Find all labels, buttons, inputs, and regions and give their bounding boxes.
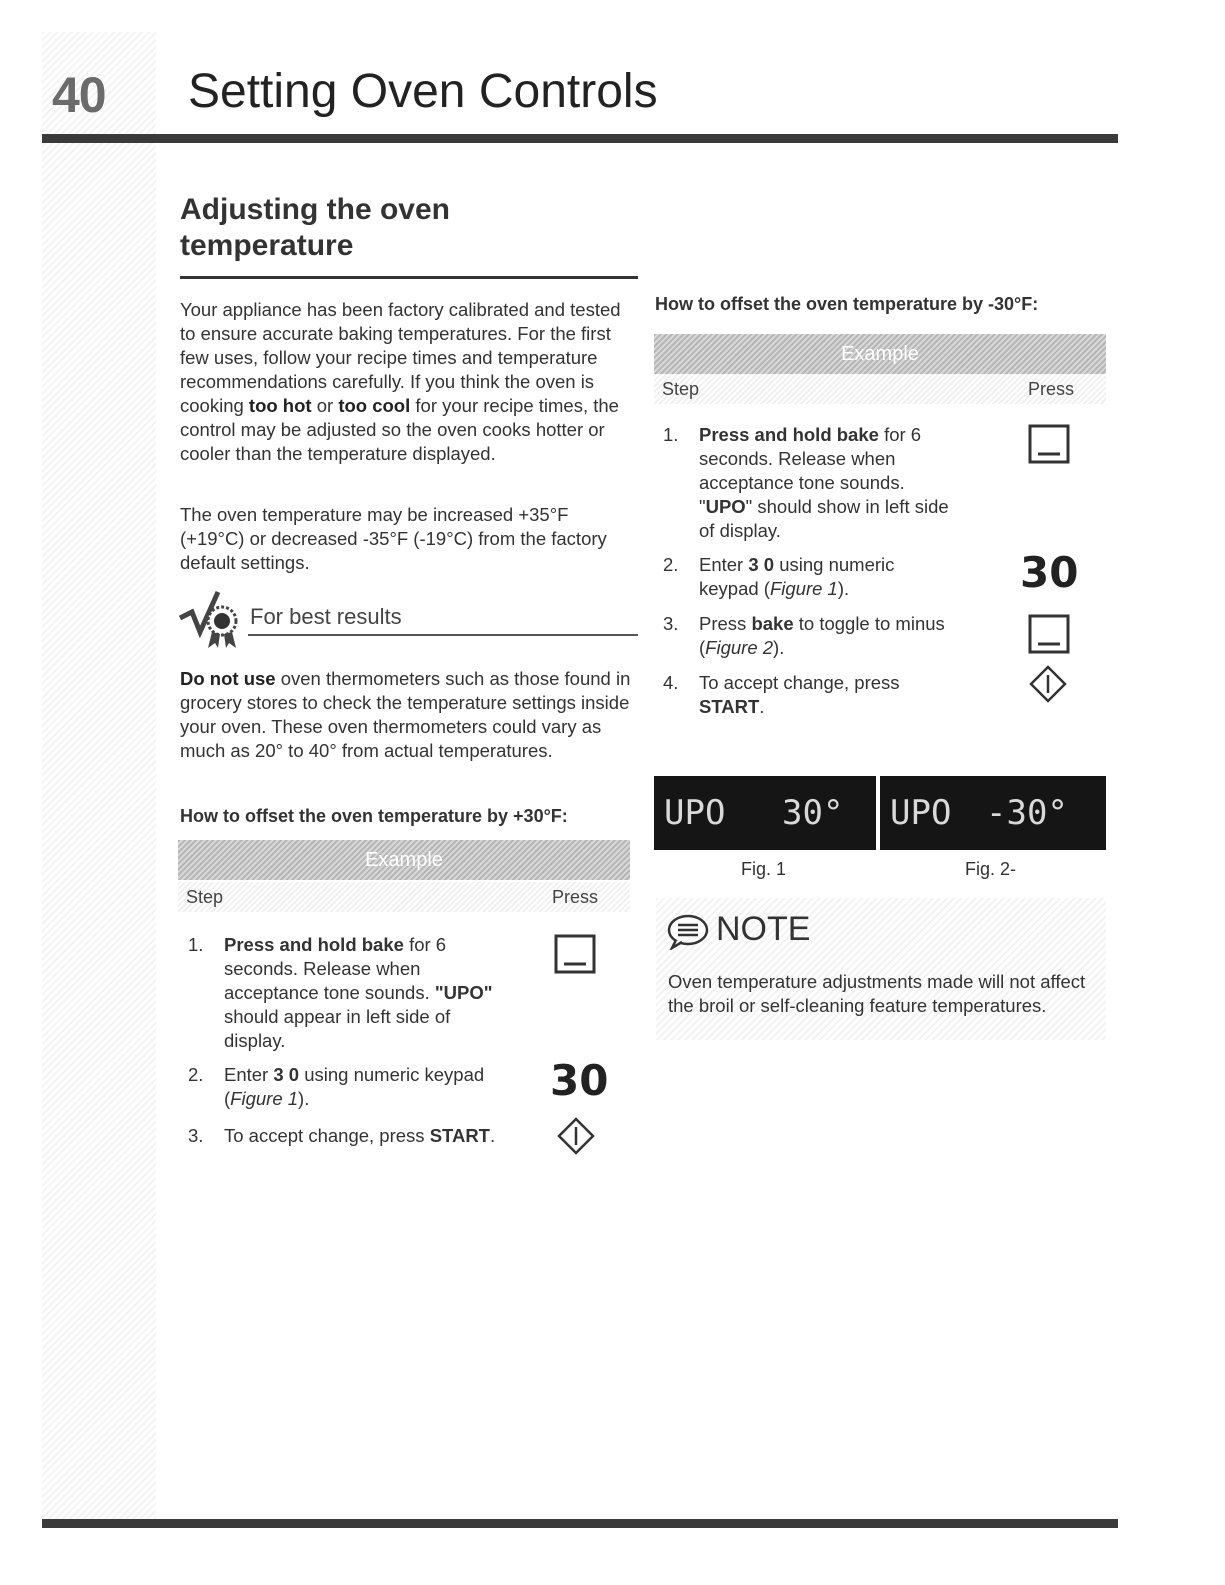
display-left-text: UPO <box>890 793 952 833</box>
intro-bold-too-hot: too hot <box>248 395 312 416</box>
step-text-line: acceptance tone sounds. <box>699 472 905 493</box>
step-bold: START <box>699 696 760 717</box>
step-bold: 3 0 <box>748 554 775 575</box>
footer-rule <box>42 1519 1118 1528</box>
figure-caption-2: Fig. 2- <box>965 859 1017 879</box>
step-text-line: display. <box>224 1030 286 1051</box>
plus30-step-header <box>178 882 630 912</box>
step-text-paren: keypad ( <box>699 578 770 599</box>
note-text: Oven temperature adjustments made will not affect the broil or self-cleaning feature temperatures. <box>668 971 1086 1016</box>
step-text <box>224 1063 484 1111</box>
step-text <box>699 612 945 660</box>
note-title: NOTE <box>716 910 811 948</box>
step-quote: " <box>699 496 706 517</box>
figure-caption-1: Fig. 1 <box>741 859 787 879</box>
step-bold: 3 0 <box>273 1064 300 1085</box>
best-results-body: oven thermometers such as those found in grocery stores to check the temperature settings inside your oven. These oven thermometers could vary as much as 20° to 40° from actual temperatures. <box>180 668 631 761</box>
step-bold-upo: UPO <box>705 496 746 517</box>
step-text-rest: for 6 <box>878 424 922 445</box>
bake-key-icon <box>1028 424 1070 464</box>
plus30-press-label: Press <box>551 887 598 907</box>
intro-text-e: for your recipe times, the control may be adjusted so the oven cooks hotter or cooler than the temperature displayed. <box>180 395 619 464</box>
step-text-line: To accept change, press <box>224 1125 430 1146</box>
plus30-step-1 <box>188 933 528 1055</box>
step-number: 1. <box>188 934 204 955</box>
minus30-step-2 <box>663 553 963 603</box>
section-title-line2: temperature <box>180 229 354 262</box>
minus30-step-1 <box>663 423 983 545</box>
step-text-line: acceptance tone sounds. <box>224 982 435 1003</box>
plus30-step-3 <box>188 1124 548 1150</box>
start-key-icon <box>1028 664 1068 704</box>
step-text <box>224 933 493 1053</box>
minus30-step-3 <box>663 612 983 662</box>
step-text-line: to toggle to minus <box>793 613 945 634</box>
display-right-text: 30° <box>782 793 844 833</box>
bake-key-icon <box>554 934 596 974</box>
step-text-paren: ). <box>837 578 850 599</box>
step-bold: START <box>429 1125 490 1146</box>
section-rule <box>180 276 638 279</box>
page-title: Setting Oven Controls <box>188 65 658 118</box>
plus30-step-label: Step <box>186 887 224 907</box>
step-text-paren: ( <box>699 637 706 658</box>
display-right-text: -30° <box>986 793 1068 833</box>
step-figure-ref: Figure 1 <box>230 1088 299 1109</box>
step-bold: Press and hold bake <box>699 424 879 445</box>
step-text-line: . <box>489 1125 496 1146</box>
step-text-line: should appear in left side of <box>224 1006 451 1027</box>
minus30-step-label: Step <box>662 379 700 399</box>
best-results-bold: Do not use <box>180 668 276 689</box>
display-left-text: UPO <box>664 793 726 833</box>
step-text <box>699 671 900 719</box>
best-results-rule <box>248 634 638 636</box>
step-figure-ref: Figure 1 <box>769 578 838 599</box>
section-title-line1: Adjusting the oven <box>180 193 450 226</box>
step-text-paren: ). <box>298 1088 310 1109</box>
start-key-icon <box>556 1116 596 1156</box>
plus30-step-2 <box>188 1063 528 1113</box>
step-figure-ref: Figure 2 <box>705 637 774 658</box>
step-number: 2. <box>663 554 679 575</box>
intro-paragraph-1 <box>180 298 635 466</box>
step-text-paren: ). <box>773 637 785 658</box>
step-bold: Press and hold bake <box>224 934 404 955</box>
step-text <box>699 553 894 601</box>
step-text <box>699 423 949 543</box>
step-number: 1. <box>663 424 679 445</box>
step-text-rest: for 6 <box>403 934 447 955</box>
best-results-title: For best results <box>250 604 402 629</box>
oven-display-fig1 <box>654 776 876 850</box>
minus30-step-header <box>654 374 1106 404</box>
minus30-step-4 <box>663 671 983 721</box>
minus30-heading: How to offset the oven temperature by -30°F: <box>655 294 1039 314</box>
step-bold-upo: "UPO" <box>434 982 493 1003</box>
step-text-line: seconds. Release when <box>699 448 896 469</box>
minus30-example-bar: Example <box>654 334 1106 374</box>
intro-text-c: or <box>311 395 339 416</box>
numeric-key-30: 30 <box>1020 548 1079 597</box>
step-text-line: seconds. Release when <box>224 958 421 979</box>
ribbon-award-icon <box>178 588 240 650</box>
step-number: 4. <box>663 672 679 693</box>
step-text-line: using numeric <box>774 554 895 575</box>
page-number: 40 <box>52 67 106 123</box>
intro-text-a: Your appliance has been factory calibrated and tested to ensure accurate baking temperatures. For the first few uses, follow your recipe times and temperature recommendations carefully. If you think the oven is cooking <box>180 299 621 416</box>
step-number: 3. <box>663 613 679 634</box>
step-text-line: Enter <box>699 554 749 575</box>
bake-key-icon <box>1028 614 1070 654</box>
step-text-line: using numeric keypad <box>299 1064 485 1085</box>
intro-paragraph-2: The oven temperature may be increased +35°F (+19°C) or decreased -35°F (-19°C) from the factory default settings. <box>180 504 607 573</box>
side-texture-band <box>42 32 156 1527</box>
plus30-heading: How to offset the oven temperature by +30°F: <box>180 806 568 826</box>
header-rule <box>42 134 1118 143</box>
step-text-line: To accept change, press <box>699 672 900 693</box>
step-bold: bake <box>751 613 794 634</box>
minus30-press-label: Press <box>1027 379 1074 399</box>
step-number: 2. <box>188 1064 204 1085</box>
step-number: 3. <box>188 1125 204 1146</box>
best-results-text <box>180 667 635 763</box>
step-text-paren: ( <box>224 1088 231 1109</box>
step-text-line: " should show in left side <box>745 496 949 517</box>
plus30-example-bar: Example <box>178 840 630 880</box>
intro-bold-too-cool: too cool <box>338 395 411 416</box>
step-text-line: Press <box>699 613 752 634</box>
oven-display-fig2 <box>880 776 1106 850</box>
step-text-line: of display. <box>699 520 781 541</box>
numeric-key-30: 30 <box>550 1056 609 1105</box>
step-text-line: Enter <box>224 1064 274 1085</box>
step-text-line: . <box>759 696 765 717</box>
section-title <box>180 192 640 264</box>
note-speech-bubble-icon <box>666 914 710 950</box>
step-text <box>224 1124 495 1148</box>
